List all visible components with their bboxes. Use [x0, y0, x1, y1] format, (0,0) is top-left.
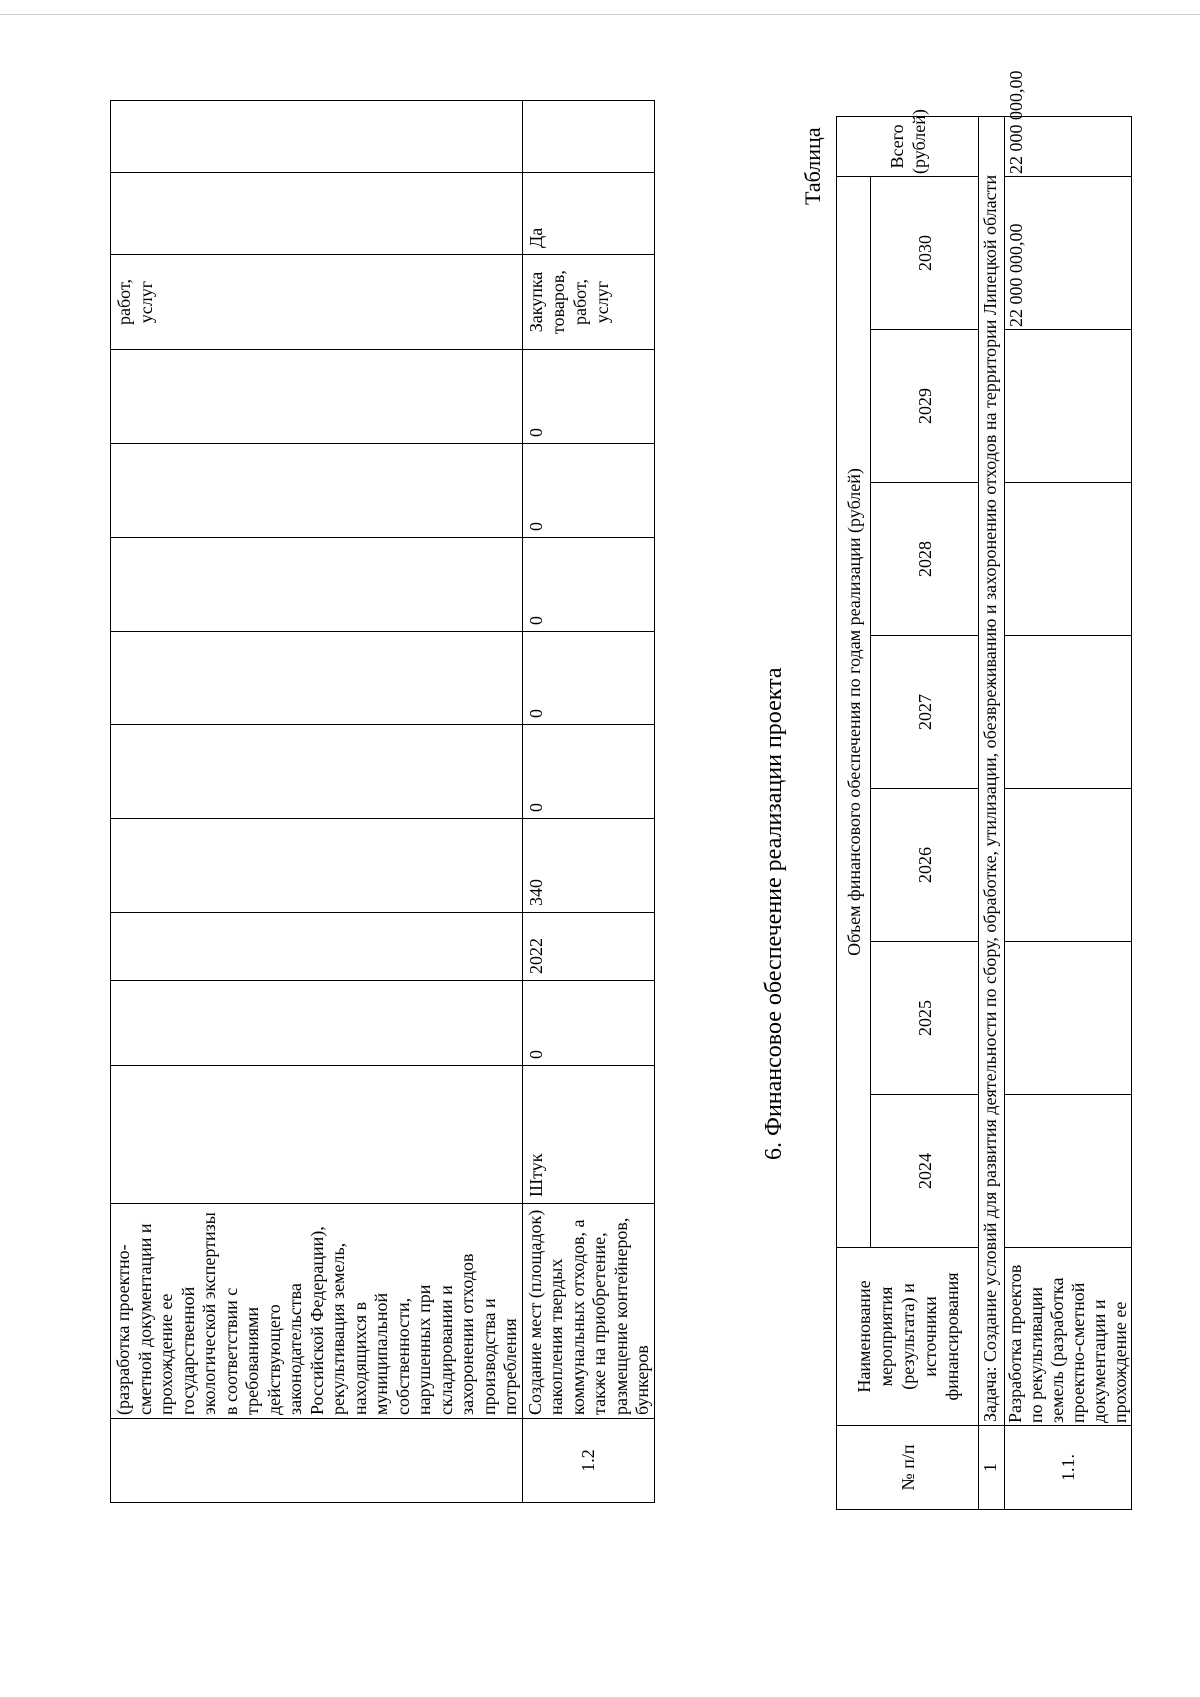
- cell-2027: 0: [522, 632, 654, 725]
- year-header: 2028: [871, 483, 979, 636]
- cell-2025: 340: [522, 819, 654, 913]
- header-name: Наименование мероприятия (результата) и источники финансирования: [837, 1248, 979, 1426]
- cell-name: (разработка проектно-сметной документации и прохождение ее государственной экологической экспертизы в соответствии с требованиями действующего законодательства Российской Федерации), рекультивация земель, находящихся в муниципальной собственности, нарушенных при складировании и захоронении отходов производства и потребления: [111, 1204, 523, 1419]
- table-row: [979, 116, 1005, 1509]
- cell-2026: 0: [522, 725, 654, 819]
- header-total: Всего (рублей): [837, 116, 979, 176]
- cell-num: 1.2: [522, 1419, 654, 1503]
- header-volume: Объем финансового обеспечения по годам реализации (рублей): [837, 176, 871, 1247]
- table-row: [1005, 116, 1132, 1509]
- row-total-value: 22 000 000,00: [1005, 116, 1132, 176]
- year-header: 2026: [871, 789, 979, 942]
- year-header: 2024: [871, 1095, 979, 1248]
- header-num: № п/п: [837, 1426, 979, 1510]
- fin-table: [836, 70, 1132, 1510]
- cell-base-year: 2022: [522, 913, 654, 981]
- cell-num: [111, 1419, 523, 1503]
- table-row: [837, 116, 871, 1509]
- fin-table-container: [836, 70, 1132, 1510]
- table-label-container: [800, 127, 826, 205]
- cell-2028: 0: [522, 538, 654, 632]
- year-header: 2029: [871, 330, 979, 483]
- cell-base-value: 0: [522, 981, 654, 1066]
- cell-unit: Штук: [522, 1066, 654, 1204]
- scan-edge-line: [0, 14, 1200, 15]
- row-num: 1.1.: [1005, 1426, 1132, 1510]
- cell-type: работ, услуг: [111, 255, 523, 350]
- task-num: 1: [979, 1426, 1005, 1510]
- cell-type: Закупка товаров, работ, услуг: [522, 255, 654, 350]
- cell-flag: Да: [522, 173, 654, 255]
- task-text: Задача: Создание условий для развития деятельности по сбору, обработке, утилизации, обезвреживанию и захоронению отходов на территории Липецкой области: [979, 116, 1005, 1425]
- year-header: 2030: [871, 176, 979, 329]
- table-label: Таблица: [800, 127, 825, 205]
- row-name: Разработка проектов по рекультивации земель (разработка проектно-сметной документации и прохождение ее: [1005, 1248, 1132, 1426]
- upper-table-container: [110, 100, 655, 1503]
- row-2030-value: 22 000 000,00: [1005, 176, 1132, 329]
- year-header: 2027: [871, 636, 979, 789]
- section-title: 6. Финансовое обеспечение реализации проекта: [761, 667, 787, 1160]
- table-row: [522, 101, 654, 1503]
- cell-2030: 0: [522, 350, 654, 444]
- table-row: [111, 101, 523, 1503]
- year-header: 2025: [871, 942, 979, 1095]
- cell-2029: 0: [522, 444, 654, 538]
- upper-table: [110, 100, 655, 1503]
- cell-name: Создание мест (площадок) накопления твердых коммунальных отходов, а также на приобретение, размещение контейнеров, бункеров: [522, 1204, 654, 1419]
- section-title-container: [760, 610, 788, 1160]
